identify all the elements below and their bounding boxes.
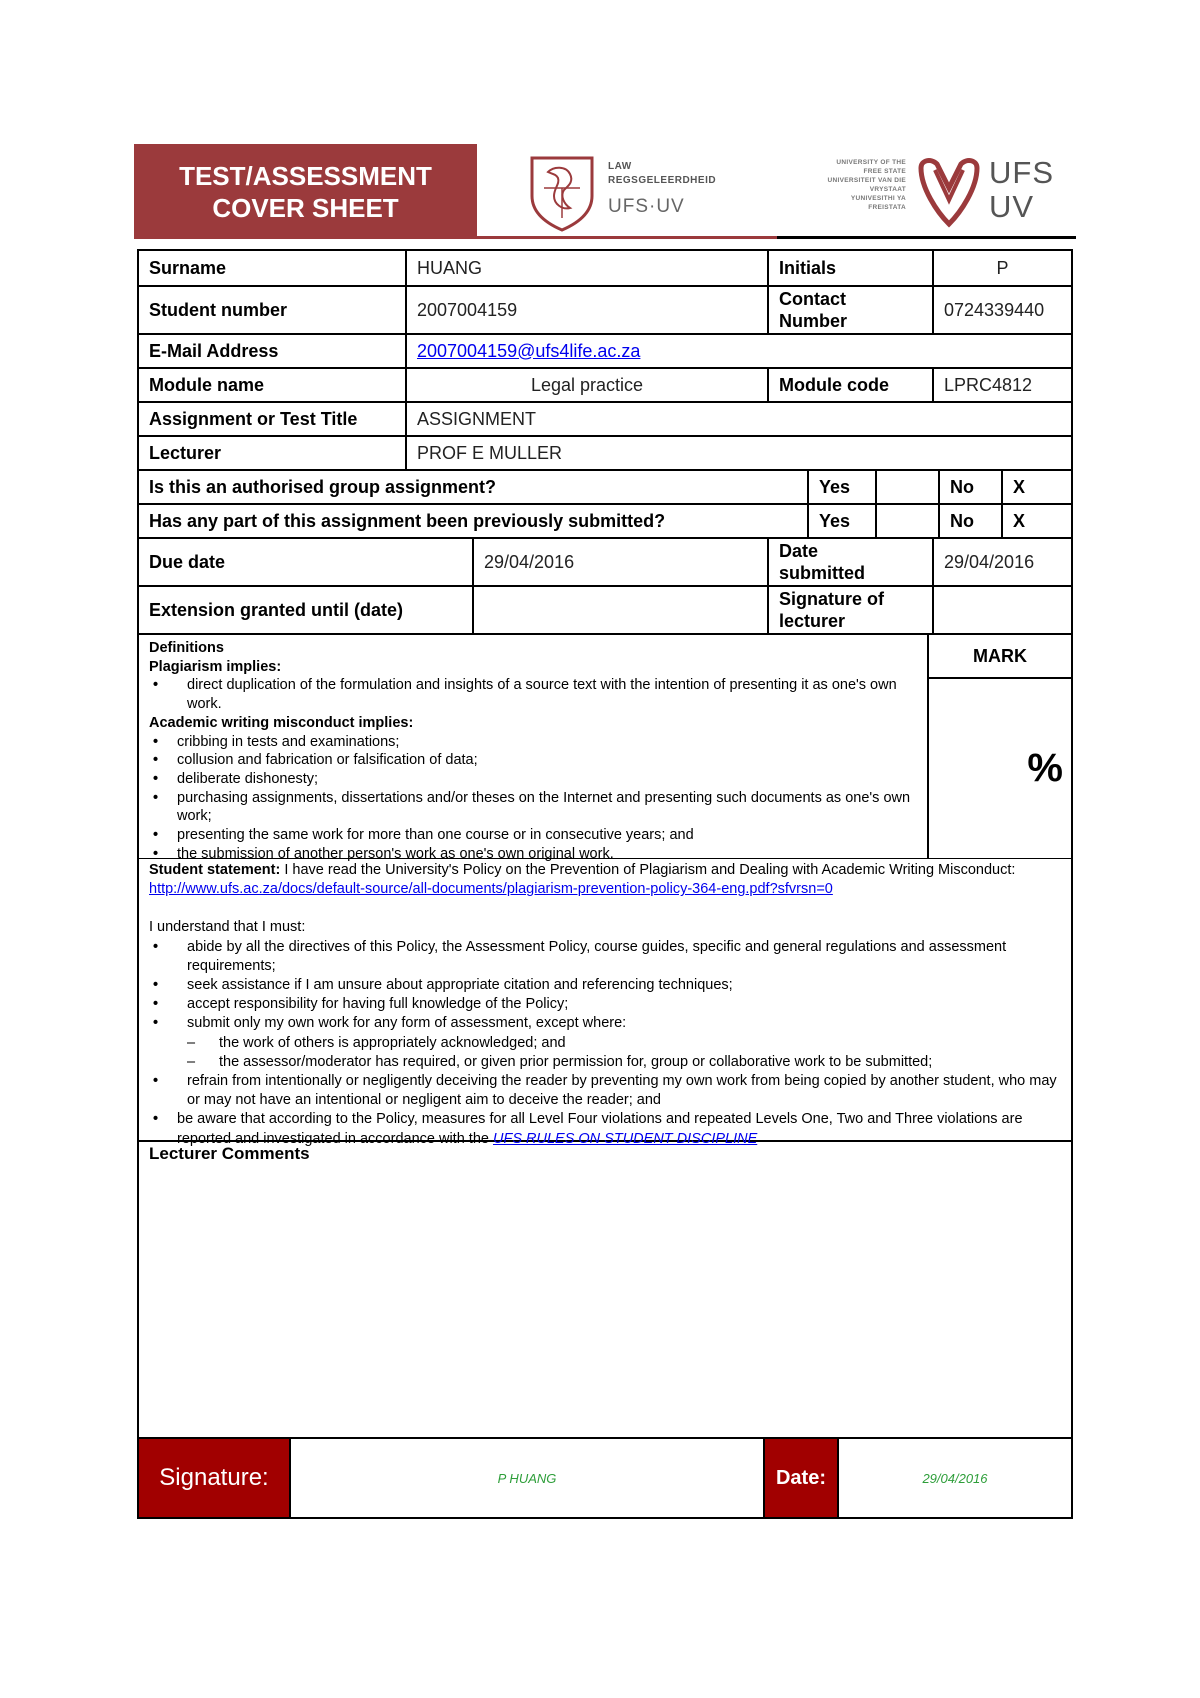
list-item: • abide by all the directives of this Policy, the Assessment Policy, course guides, specific and general regulations and assessment requirements; [149, 938, 1061, 976]
misconduct-heading: Academic writing misconduct implies: [149, 714, 414, 731]
date-submitted-label [769, 539, 934, 587]
module-name-field[interactable]: Legal practice [407, 369, 769, 403]
lecturer-comments-area[interactable] [139, 1142, 1071, 1437]
due-date-field[interactable]: 29/04/2016 [474, 539, 769, 587]
student-number-label: Student number [139, 287, 407, 335]
lecturer-label: Lecturer [139, 437, 407, 471]
last-item-text: be aware that according to the Policy, measures for all Level Four violations and repeated Levels One, Two and Three violations are reported and investigated in accordance with the [177, 1111, 1023, 1147]
university-name-line: UNIVERSITY OF THE [836, 159, 906, 166]
ufs-wordmark [989, 156, 1054, 224]
list-item: • presenting the same work for more than one course or in consecutive years; and [149, 826, 917, 845]
sub-list-item: – the assessor/moderator has required, or given prior permission for, group or collaborative work to be submitted; [149, 1053, 1061, 1072]
previous-no-checkbox[interactable]: X [1003, 505, 1071, 539]
law-line-2: REGSGELEERDHEID [608, 175, 717, 186]
university-name-line: VRYSTAAT [869, 186, 906, 193]
list-item: • submit only my own work for any form of assessment, except where: [149, 1014, 1061, 1033]
university-name-line: YUNIVESITHI YA [850, 195, 906, 202]
title-line-2: COVER SHEET [212, 192, 399, 223]
date-submitted-line-1: Date [779, 541, 819, 561]
group-no-label: No [940, 471, 1003, 505]
header-rule-accent [477, 236, 777, 239]
initials-field[interactable]: P [934, 251, 1071, 287]
date-submitted-field[interactable]: 29/04/2016 [934, 539, 1071, 587]
signature-label: Signature: [139, 1439, 291, 1517]
signature-of-lecturer-label [769, 587, 934, 635]
list-item: • the submission of another person's work as one's own original work. [149, 845, 917, 864]
module-name-label: Module name [139, 369, 407, 403]
contact-number-label [769, 287, 934, 335]
previous-yes-label: Yes [809, 505, 877, 539]
statement-paragraph [149, 861, 1061, 899]
date-field[interactable]: 29/04/2016 [922, 1470, 988, 1486]
previously-submitted-question: Has any part of this assignment been previously submitted? [139, 505, 809, 539]
extension-field[interactable] [474, 587, 769, 635]
signature-field[interactable]: P HUANG [291, 1439, 765, 1517]
statement-label: Student statement: [149, 862, 281, 878]
ufs-university-logo [789, 152, 1076, 232]
email-label: E-Mail Address [139, 335, 407, 369]
mark-field[interactable]: % [929, 679, 1071, 859]
group-yes-label: Yes [809, 471, 877, 505]
ufs-wordmark-line-2: UV [989, 189, 1035, 224]
student-number-field[interactable]: 2007004159 [407, 287, 769, 335]
surname-field[interactable]: HUANG [407, 251, 769, 287]
signature-row [139, 1437, 1071, 1517]
date-label: Date: [765, 1439, 839, 1517]
header-rule [477, 236, 1076, 239]
university-name-line: UNIVERSITEIT VAN DIE [827, 177, 906, 184]
assignment-title-field[interactable]: ASSIGNMENT [407, 403, 1071, 437]
lecturer-field[interactable]: PROF E MULLER [407, 437, 1071, 471]
page-header [134, 144, 1076, 239]
signature-of-lecturer-field[interactable] [934, 587, 1071, 635]
extension-label: Extension granted until (date) [139, 587, 474, 635]
student-statement-section [139, 859, 1071, 1147]
university-name-line: FREISTATA [868, 204, 906, 211]
list-item: • accept responsibility for having full knowledge of the Policy; [149, 995, 1061, 1014]
list-item: • collusion and fabrication or falsification of data; [149, 751, 917, 770]
cover-sheet-form [137, 249, 1073, 1519]
understand-heading: I understand that I must: [149, 919, 306, 936]
module-code-label: Module code [769, 369, 934, 403]
list-item: • direct duplication of the formulation and insights of a source text with the intention of presenting it as one's own work. [149, 676, 917, 713]
assignment-title-label: Assignment or Test Title [139, 403, 407, 437]
signature-lecturer-line-2: lecturer [779, 611, 846, 631]
plagiarism-heading: Plagiarism implies: [149, 658, 282, 675]
surname-label: Surname [139, 251, 407, 287]
definitions-heading: Definitions [149, 640, 224, 656]
law-faculty-name [608, 160, 716, 188]
group-no-checkbox[interactable]: X [1003, 471, 1071, 505]
email-link[interactable]: 2007004159@ufs4life.ac.za [417, 340, 641, 361]
university-name-block [789, 158, 906, 212]
list-item: • purchasing assignments, dissertations and/or theses on the Internet and presenting such documents as one's own work; [149, 789, 917, 826]
law-line-1: LAW [608, 161, 632, 172]
sub-list-item: – the work of others is appropriately acknowledged; and [149, 1034, 1061, 1053]
list-item: • seek assistance if I am unsure about appropriate citation and referencing techniques; [149, 976, 1061, 995]
contact-label-line-1: Contact [779, 289, 846, 309]
cover-sheet-title [134, 144, 477, 239]
definitions-section [139, 635, 929, 862]
group-assignment-question: Is this an authorised group assignment? [139, 471, 809, 505]
spacer [149, 899, 1061, 918]
previous-yes-checkbox[interactable] [877, 505, 940, 539]
list-item: • refrain from intentionally or negligently deceiving the reader by preventing my own work from being copied by another student, who may or may not have an intentional or negligent aim to deceive the reader; and [149, 1072, 1061, 1110]
lecturer-comments-label: Lecturer Comments [149, 1144, 310, 1163]
ufs-emblem-icon [913, 154, 985, 230]
initials-label: Initials [769, 251, 934, 287]
list-item: • cribbing in tests and examinations; [149, 733, 917, 752]
list-item: • deliberate dishonesty; [149, 770, 917, 789]
module-code-field[interactable]: LPRC4812 [934, 369, 1071, 403]
law-faculty-logo [524, 152, 744, 232]
statement-text: I have read the University's Policy on the Prevention of Plagiarism and Dealing with Academic Writing Misconduct: [280, 862, 1016, 878]
mark-label: MARK [929, 635, 1071, 679]
university-name-line: FREE STATE [863, 168, 906, 175]
contact-label-line-2: Number [779, 311, 848, 331]
group-yes-checkbox[interactable] [877, 471, 940, 505]
policy-link[interactable]: http://www.ufs.ac.za/docs/default-source/all-documents/plagiarism-prevention-policy-364-eng.pdf?sfvrsn=0 [149, 881, 833, 898]
previous-no-label: No [940, 505, 1003, 539]
date-submitted-line-2: submitted [779, 563, 866, 583]
due-date-label: Due date [139, 539, 474, 587]
title-line-1: TEST/ASSESSMENT [179, 160, 432, 191]
law-ufs-wordmark: UFS·UV [608, 196, 685, 217]
discipline-rules-link[interactable]: UFS RULES ON STUDENT DISCIPLINE [492, 1130, 758, 1147]
ufs-wordmark-line-1: UFS [989, 155, 1054, 190]
law-shield-icon [524, 152, 600, 232]
signature-lecturer-line-1: Signature of [779, 589, 885, 609]
email-field[interactable] [407, 335, 1071, 369]
contact-number-field[interactable]: 0724339440 [934, 287, 1071, 335]
